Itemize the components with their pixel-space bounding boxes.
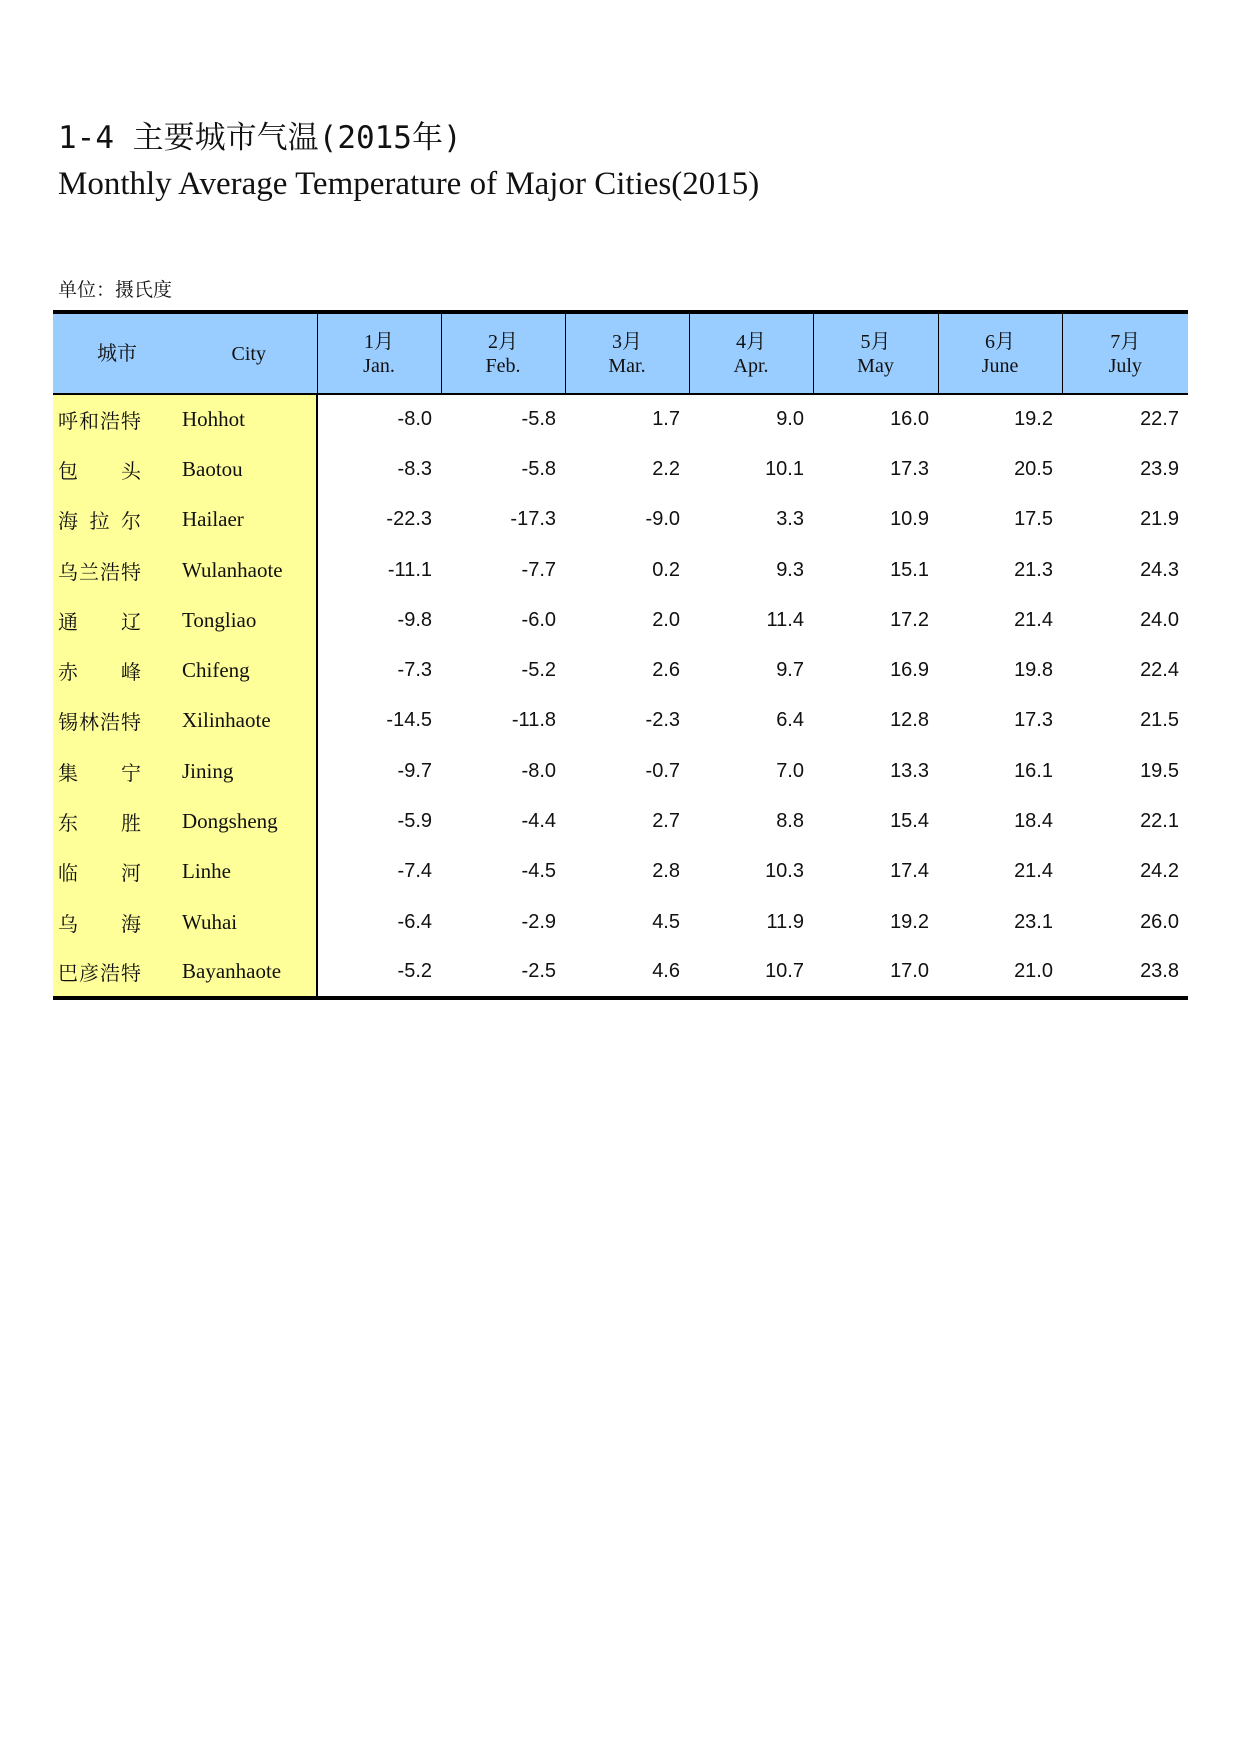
city-name-en: Chifeng [181, 645, 317, 695]
temperature-cell: 12.8 [890, 709, 929, 732]
temperature-cell: 19.2 [1014, 408, 1053, 431]
temperature-cell: 1.7 [652, 408, 680, 431]
temperature-cell: 9.7 [776, 659, 804, 682]
city-name-cn: 呼和浩特 [53, 394, 181, 444]
temperature-cell: 21.0 [1014, 959, 1053, 982]
temperature-cell: -0.7 [645, 759, 680, 782]
temperature-cell: 19.2 [890, 910, 929, 933]
temperature-cell: 16.0 [890, 408, 929, 431]
temperature-cell: 21.4 [1014, 860, 1053, 883]
city-name-cn: 东胜 [53, 796, 181, 846]
temperature-cell: 24.3 [1140, 558, 1179, 581]
table-row [53, 595, 1188, 645]
city-name-cn: 集宁 [53, 746, 181, 796]
temperature-cell: 16.9 [890, 659, 929, 682]
table-row [53, 746, 1188, 796]
header-month-en: Feb. [485, 354, 521, 377]
temperature-cell: 9.0 [776, 408, 804, 431]
temperature-cell: -7.4 [397, 860, 432, 883]
city-name-en: Baotou [181, 444, 317, 494]
temperature-cell: 17.3 [890, 457, 929, 480]
temperature-cell: 18.4 [1014, 810, 1053, 833]
header-city-en: City [181, 312, 317, 394]
temperature-cell: 9.3 [776, 558, 804, 581]
temperature-cell: -14.5 [386, 709, 432, 732]
temperature-cell: 24.0 [1140, 608, 1179, 631]
temperature-cell: 2.0 [652, 608, 680, 631]
table-row [53, 394, 1188, 444]
temperature-cell: -8.0 [397, 408, 432, 431]
temperature-cell: 26.0 [1140, 910, 1179, 933]
temperature-cell: 8.8 [776, 810, 804, 833]
unit-label: 单位：摄氏度 [58, 279, 173, 301]
temperature-cell: -5.8 [521, 408, 556, 431]
header-city-cn: 城市 [53, 312, 181, 394]
city-name-en: Hailaer [181, 495, 317, 545]
table-row [53, 897, 1188, 947]
city-name-en: Wuhai [181, 897, 317, 947]
table-row [53, 495, 1188, 545]
temperature-cell: 3.3 [776, 508, 804, 531]
temperature-cell: 11.4 [766, 608, 804, 631]
temperature-cell: -5.9 [397, 810, 432, 833]
page-title-cn: 1-4 主要城市气温(2015年) [58, 120, 462, 156]
temperature-cell: -2.9 [521, 910, 556, 933]
temperature-cell: 19.8 [1014, 659, 1053, 682]
temperature-cell: 22.4 [1140, 659, 1179, 682]
temperature-cell: 2.8 [652, 860, 680, 883]
city-name-cn: 包头 [53, 444, 181, 494]
header-month [441, 312, 565, 394]
temperature-cell: 23.8 [1140, 959, 1179, 982]
temperature-cell: -17.3 [510, 508, 556, 531]
header-month-en: Mar. [608, 354, 646, 377]
header-month-cn: 5月 [860, 330, 891, 353]
header-month [1062, 312, 1188, 394]
table-body [53, 394, 1188, 998]
header-month [813, 312, 938, 394]
temperature-cell: 11.9 [766, 910, 804, 933]
temperature-cell: 2.7 [652, 810, 680, 833]
temperature-cell: -2.5 [521, 959, 556, 982]
temperature-cell: 17.5 [1014, 508, 1053, 531]
header-month-en: Jan. [363, 354, 395, 377]
temperature-cell: 2.2 [652, 457, 680, 480]
temperature-cell: -9.0 [645, 508, 680, 531]
temperature-cell: 10.9 [890, 508, 929, 531]
city-name-en: Xilinhaote [181, 696, 317, 746]
header-month-en: Apr. [733, 354, 769, 377]
temperature-cell: 15.1 [890, 558, 929, 581]
table-row [53, 696, 1188, 746]
table-row [53, 947, 1188, 997]
table-row [53, 545, 1188, 595]
temperature-cell: -9.8 [397, 608, 432, 631]
temperature-table [53, 310, 1188, 1000]
header-month-cn: 3月 [612, 330, 642, 353]
city-name-cn: 锡林浩特 [53, 696, 181, 746]
city-name-en: Dongsheng [181, 796, 317, 846]
page-title-en: Monthly Average Temperature of Major Cities(2015) [58, 166, 760, 202]
temperature-cell: 6.4 [776, 709, 804, 732]
temperature-cell: 20.5 [1014, 457, 1053, 480]
temperature-cell: 21.5 [1140, 709, 1179, 732]
header-month-cn: 7月 [1110, 330, 1141, 353]
temperature-cell: 21.3 [1014, 558, 1053, 581]
temperature-cell: 10.1 [765, 457, 804, 480]
temperature-cell: 10.3 [765, 860, 804, 883]
city-name-cn: 海拉尔 [53, 495, 181, 545]
temperature-cell: -11.8 [511, 709, 556, 732]
temperature-cell: -4.4 [521, 810, 556, 833]
temperature-cell: 7.0 [776, 759, 804, 782]
table-row [53, 645, 1188, 695]
city-name-cn: 临河 [53, 847, 181, 897]
temperature-cell: 16.1 [1014, 759, 1053, 782]
city-name-en: Tongliao [181, 595, 317, 645]
temperature-cell: 21.4 [1014, 608, 1053, 631]
city-name-en: Linhe [181, 847, 317, 897]
header-month [317, 312, 441, 394]
temperature-cell: -8.0 [521, 759, 556, 782]
temperature-cell: 21.9 [1140, 508, 1179, 531]
temperature-cell: -7.7 [521, 558, 556, 581]
header-month-cn: 2月 [488, 330, 518, 353]
city-name-en: Bayanhaote [181, 947, 317, 997]
city-name-en: Wulanhaote [181, 545, 317, 595]
header-month [938, 312, 1062, 394]
header-month-en: July [1108, 354, 1142, 377]
city-name-en: Jining [181, 746, 317, 796]
temperature-cell: -6.0 [521, 608, 556, 631]
city-name-cn: 赤峰 [53, 645, 181, 695]
temperature-cell: -5.2 [397, 959, 432, 982]
temperature-cell: -5.2 [521, 659, 556, 682]
city-name-cn: 乌兰浩特 [53, 545, 181, 595]
temperature-cell: 24.2 [1140, 860, 1179, 883]
temperature-cell: 23.1 [1014, 910, 1053, 933]
header-month-en: June [981, 354, 1019, 377]
table-header-row [53, 312, 1188, 394]
temperature-cell: -9.7 [397, 759, 432, 782]
city-name-cn: 乌海 [53, 897, 181, 947]
temperature-cell: -22.3 [386, 508, 432, 531]
city-name-cn: 巴彦浩特 [53, 947, 181, 997]
header-month [565, 312, 689, 394]
temperature-cell: 4.5 [652, 910, 680, 933]
temperature-cell: 17.4 [890, 860, 929, 883]
temperature-cell: -11.1 [387, 558, 432, 581]
temperature-cell: -7.3 [397, 659, 432, 682]
temperature-cell: -8.3 [397, 457, 432, 480]
table-row [53, 847, 1188, 897]
header-month-en: May [857, 354, 894, 377]
temperature-cell: -2.3 [645, 709, 680, 732]
temperature-cell: 10.7 [765, 959, 804, 982]
temperature-cell: 19.5 [1140, 759, 1179, 782]
temperature-cell: 13.3 [890, 759, 929, 782]
temperature-cell: 2.6 [652, 659, 680, 682]
city-name-en: Hohhot [181, 394, 317, 444]
header-month-cn: 6月 [985, 330, 1015, 353]
temperature-cell: 0.2 [652, 558, 680, 581]
table-row [53, 444, 1188, 494]
temperature-cell: 17.3 [1014, 709, 1053, 732]
temperature-cell: 17.2 [890, 608, 929, 631]
temperature-cell: 23.9 [1140, 457, 1179, 480]
city-name-cn: 通辽 [53, 595, 181, 645]
temperature-cell: 22.1 [1140, 810, 1179, 833]
temperature-cell: -5.8 [521, 457, 556, 480]
header-month [689, 312, 813, 394]
table-row [53, 796, 1188, 846]
temperature-cell: 15.4 [890, 810, 929, 833]
header-month-cn: 4月 [736, 330, 766, 353]
header-month-cn: 1月 [364, 330, 394, 353]
temperature-cell: 17.0 [890, 959, 929, 982]
temperature-cell: 4.6 [652, 959, 680, 982]
temperature-cell: 22.7 [1140, 408, 1179, 431]
temperature-cell: -6.4 [397, 910, 432, 933]
temperature-cell: -4.5 [521, 860, 556, 883]
